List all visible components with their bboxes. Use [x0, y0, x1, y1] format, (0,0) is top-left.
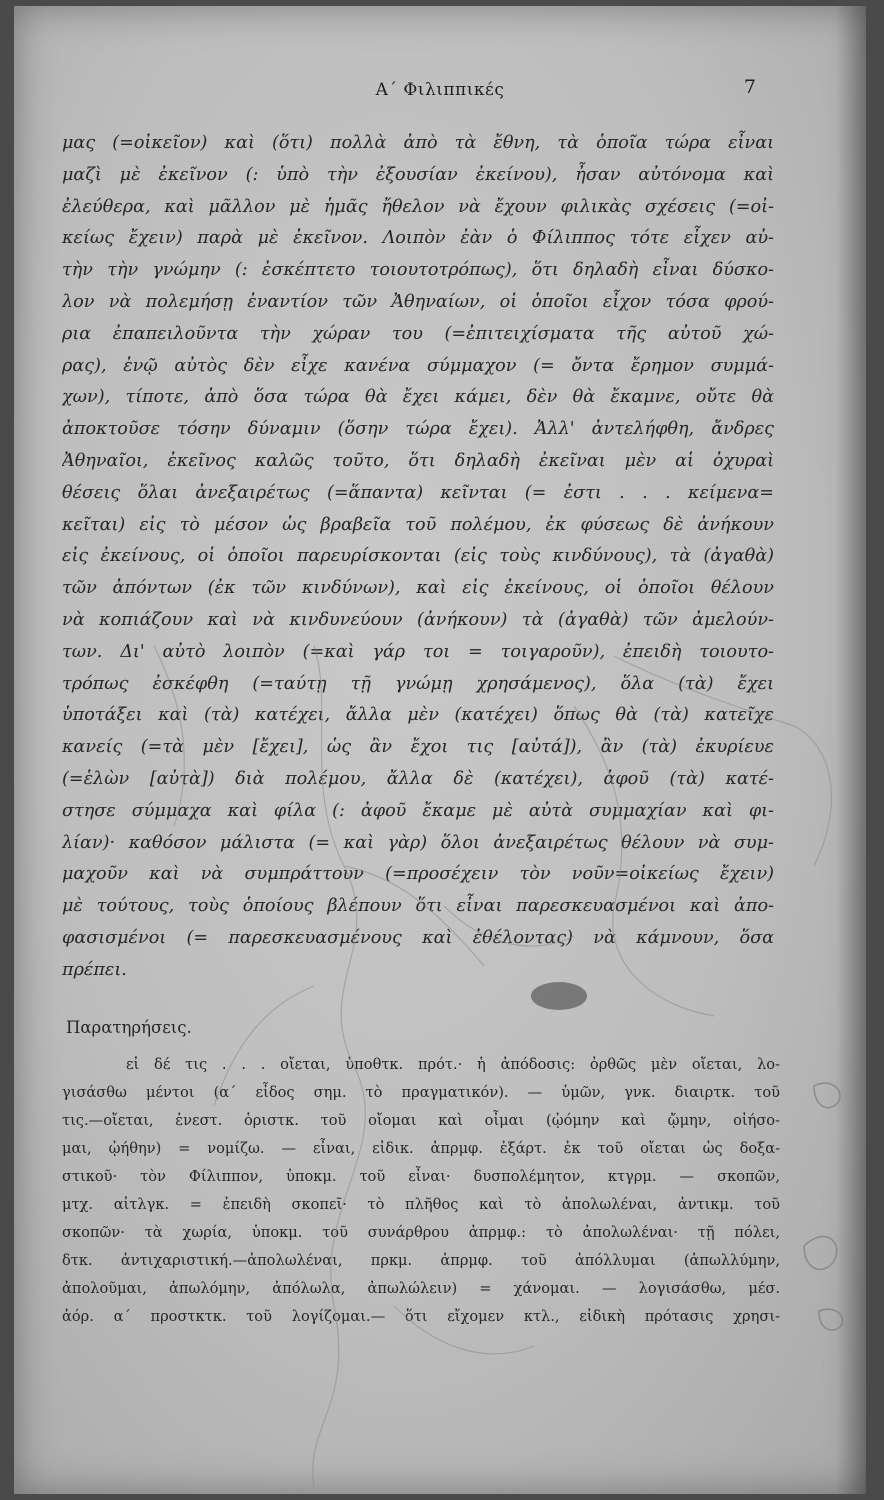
- text-line: εἰς ἐκείνους, οἱ ὁποῖοι παρευρίσκονται (εἰς τοὺς κινδύνους), τὰ (ἀγαθὰ): [62, 546, 774, 567]
- text-line: τὴν τὴν γνώμην (: ἐσκέπτετο τοιουτοτρόπως), ὅτι δηλαδὴ εἶναι δύσκο-: [62, 260, 774, 281]
- note-line: σκοπῶν· τὰ χωρία, ὑποκμ. τοῦ συνάρθρου ἀπρμφ.: τὸ ἀπολωλέναι· τῇ πόλει,: [62, 1224, 780, 1241]
- text-line: μας (=οἰκεῖον) καὶ (ὅτι) πολλὰ ἀπὸ τὰ ἔθνη, τὰ ὁποῖα τώρα εἶναι: [62, 133, 774, 153]
- note-line: δτκ. ἀντιχαριστική.—ἀπολωλέναι, πρκμ. ἀπρμφ. τοῦ ἀπόλλυμαι (ἀπωλλύμην,: [62, 1252, 780, 1269]
- text-line: χων), τίποτε, ἀπὸ ὅσα τώρα θὰ ἔχει κάμει, δὲν θὰ ἔκαμνε, οὔτε θὰ: [62, 387, 774, 408]
- note-line: τις.—οἴεται, ἐνεστ. ὁριστκ. τοῦ οἴομαι καὶ οἶμαι (ᾠόμην καὶ ᾤμην, οἰήσο-: [62, 1112, 780, 1129]
- text-line: των. Δι' αὐτὸ λοιπὸν (=καὶ γάρ τοι = τοιγαροῦν), ἐπειδὴ τοιουτο-: [62, 641, 774, 662]
- running-title: Α΄ Φιλιππικές: [375, 80, 505, 100]
- text-line: τῶν ἀπόντων (ἐκ τῶν κινδύνων), καὶ εἰς ἐκείνους, οἱ ὁποῖοι θέλουν: [62, 578, 774, 599]
- text-line: λίαν)· καθόσον μάλιστα (= καὶ γὰρ) ὅλοι ἀνεξαιρέτως θέλουν νὰ συμ-: [62, 832, 774, 853]
- text-line: νὰ κοπιάζουν καὶ νὰ κινδυνεύουν (ἀνήκουν) τὰ (ἀγαθὰ) τῶν ἀμελούν-: [62, 609, 774, 630]
- text-line: κείως ἔχειν) παρὰ μὲ ἐκεῖνον. Λοιπὸν ἐὰν ὁ Φίλιππος τότε εἶχεν αὐ-: [62, 228, 774, 249]
- text-line: ρια ἐπαπειλοῦντα τὴν χώραν του (=ἐπιτειχίσματα τῆς αὐτοῦ χώ-: [62, 323, 774, 344]
- text-line: στησε σύμμαχα καὶ φίλα (: ἀφοῦ ἔκαμε μὲ αὐτὰ συμμαχίαν καὶ φι-: [62, 800, 774, 821]
- text-line: (=ἑλὼν [αὐτὰ]) διὰ πολέμου, ἄλλα δὲ (κατέχει), ἀφοῦ (τὰ) κατέ-: [62, 768, 774, 789]
- note-line: στικοῦ· τὸν Φίλιππον, ὑποκμ. τοῦ εἶναι· δυσπολέμητον, κτγρμ. — σκοπῶν,: [62, 1168, 780, 1185]
- note-line: γισάσθω μέντοι (α΄ εἶδος σημ. τὸ πραγματικόν). — ὑμῶν, γνκ. διαιρτκ. τοῦ: [62, 1084, 780, 1101]
- text-line: μὲ τούτους, τοὺς ὁποίους βλέπουν ὅτι εἶναι παρεσκευασμένοι καὶ ἀπο-: [62, 896, 774, 917]
- text-line: θέσεις ὅλαι ἀνεξαιρέτως (=ἅπαντα) κεῖνται (= ἐστι . . . κείμενα=: [62, 482, 774, 503]
- note-line: ἀπολοῦμαι, ἀπωλόμην, ἀπόλωλα, ἀπωλώλειν) = χάνομαι. — λογισάσθω, μέσ.: [62, 1280, 780, 1297]
- text-line: Ἀθηναῖοι, ἐκεῖνος καλῶς τοῦτο, ὅτι δηλαδὴ ἐκεῖναι μὲν αἱ ὀχυραὶ: [62, 450, 774, 471]
- text-line: κεῖται) εἰς τὸ μέσον ὡς βραβεῖα τοῦ πολέμου, ἐκ φύσεως δὲ ἀνήκουν: [62, 514, 774, 535]
- note-line: ἀόρ. α΄ προστκτκ. τοῦ λογίζομαι.— ὅτι εἴχομεν κτλ., εἰδικὴ πρότασις χρησι-: [62, 1308, 780, 1325]
- text-line: ρας), ἐνῷ αὐτὸς δὲν εἶχε κανένα σύμμαχον (= ὄντα ἔρημον συμμά-: [62, 355, 774, 376]
- book-page: [14, 6, 866, 1494]
- text-line: πρέπει.: [62, 959, 127, 980]
- page-number: 7: [743, 76, 756, 98]
- text-line: τρόπως ἐσκέφθη (=ταύτῃ τῇ γνώμῃ χρησάμενος), ὅλα (τὰ) ἔχει: [62, 673, 774, 694]
- text-line: λον νὰ πολεμήσῃ ἐναντίον τῶν Ἀθηναίων, οἱ ὁποῖοι εἶχον τόσα φρού-: [62, 291, 774, 312]
- text-line: μαζὶ μὲ ἐκεῖνον (: ὑπὸ τὴν ἐξουσίαν ἐκείνου), ἦσαν αὐτόνομα καὶ: [62, 164, 774, 185]
- text-line: ὑποτάξει καὶ (τὰ) κατέχει, ἄλλα μὲν (κατέχει) ὅπως θὰ (τὰ) κατεῖχε: [62, 705, 774, 726]
- spine-shadow: [836, 6, 866, 1494]
- text-line: ἀποκτοῦσε τόσην δύναμιν (ὅσην τώρα ἔχει). Ἀλλ' ἀντελήφθη, ἄνδρες: [62, 419, 774, 440]
- translation-paragraph: [62, 128, 774, 987]
- note-line: μτχ. αἰτλγκ. = ἐπειδὴ σκοπεῖ· τὸ πλῆθος καὶ τὸ ἀπολωλέναι, ἀντικμ. τοῦ: [62, 1196, 780, 1213]
- text-line: μαχοῦν καὶ νὰ συμπράττουν (=προσέχειν τὸν νοῦν=οἰκείως ἔχειν): [62, 864, 774, 885]
- note-line: εἰ δέ τις . . . οἴεται, ὑποθτκ. πρότ.· ἡ ἀπόδοσις: ὀρθῶς μὲν οἴεται, λο-: [126, 1056, 780, 1073]
- notes-paragraph: [62, 1051, 780, 1331]
- text-line: φασισμένοι (= παρεσκευασμένους καὶ ἐθέλοντας) νὰ κάμνουν, ὅσα: [62, 927, 774, 948]
- note-line: μαι, ᾠήθην) = νομίζω. — εἶναι, εἰδικ. ἀπρμφ. ἐξάρτ. ἐκ τοῦ οἴεται ὡς δοξα-: [62, 1140, 780, 1157]
- notes-heading: Παρατηρήσεις.: [66, 1018, 192, 1037]
- text-line: ἐλεύθερα, καὶ μᾶλλον μὲ ἡμᾶς ἤθελον νὰ ἔχουν φιλικὰς σχέσεις (=οἰ-: [62, 196, 774, 217]
- text-line: κανείς (=τὰ μὲν [ἔχει], ὡς ἂν ἔχοι τις [αὐτά]), ἂν (τὰ) ἐκυρίευε: [62, 737, 774, 758]
